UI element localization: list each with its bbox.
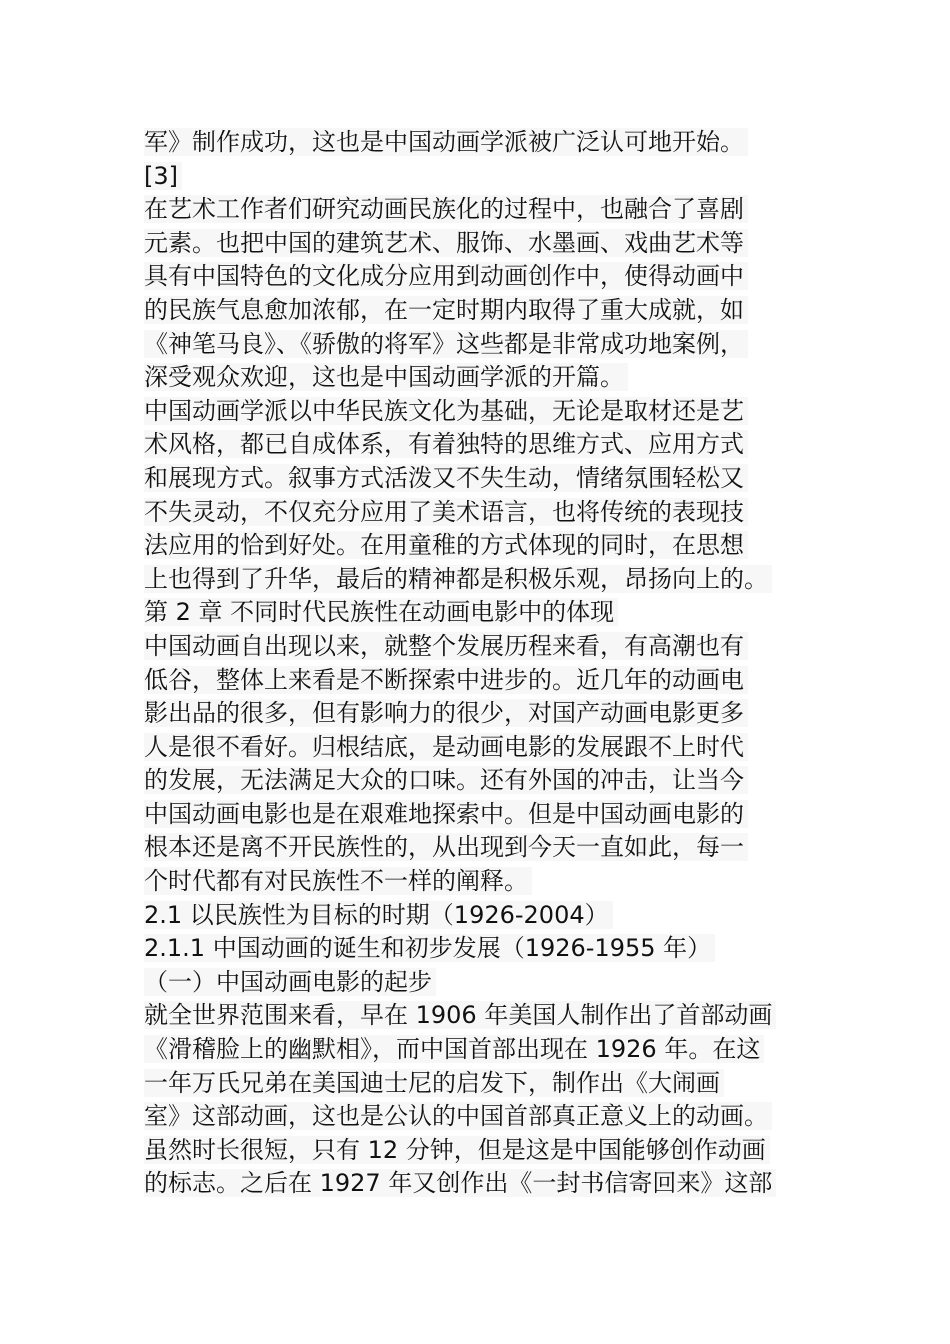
text-line [144, 227, 824, 261]
text-line [144, 831, 824, 865]
text-line [144, 294, 824, 328]
text-line-content: 《神笔马良》、《骄傲的将军》这些都是非常成功地案例， [144, 330, 748, 358]
text-line-content: 和展现方式。叙事方式活泼又不失生动，情绪氛围轻松又 [144, 464, 748, 492]
text-line [144, 999, 824, 1033]
text-line-content: 中国动画电影也是在艰难地探索中。但是中国动画电影的 [144, 800, 748, 828]
text-line [144, 395, 824, 429]
text-line [144, 865, 824, 899]
text-line-content: 室》这部动画，这也是公认的中国首部真正意义上的动画。 [144, 1102, 772, 1130]
text-line-content: 人是很不看好。归根结底，是动画电影的发展跟不上时代 [144, 733, 748, 761]
text-line-content: 虽然时长很短，只有 12 分钟，但是这是中国能够创作动画 [144, 1136, 770, 1164]
text-line-content: 在艺术工作者们研究动画民族化的过程中，也融合了喜剧 [144, 195, 748, 223]
text-line [144, 193, 824, 227]
text-line-content: 的标志。之后在 1927 年又创作出《一封书信寄回来》这部 [144, 1169, 776, 1197]
text-line [144, 328, 824, 362]
text-line [144, 428, 824, 462]
text-line-content: 深受观众欢迎，这也是中国动画学派的开篇。 [144, 363, 628, 391]
text-line [144, 462, 824, 496]
text-line [144, 1033, 824, 1067]
section-heading [144, 899, 824, 933]
text-line [144, 798, 824, 832]
subsection-heading [144, 932, 824, 966]
text-line-content: 元素。也把中国的建筑艺术、服饰、水墨画、戏曲艺术等 [144, 229, 748, 257]
subsection-heading-text: 2.1.1 中国动画的诞生和初步发展（1926-1955 年） [144, 934, 715, 962]
text-line-content: 军》制作成功，这也是中国动画学派被广泛认可地开始。 [144, 128, 748, 156]
document-body [144, 126, 824, 1201]
citation-reference: [3] [144, 162, 182, 190]
text-line-content: 的发展，无法满足大众的口味。还有外国的冲击，让当今 [144, 766, 748, 794]
chapter-heading-text: 第 2 章 不同时代民族性在动画电影中的体现 [144, 598, 618, 626]
text-line-content: 法应用的恰到好处。在用童稚的方式体现的同时，在思想 [144, 531, 748, 559]
text-line [144, 260, 824, 294]
sub-subsection-heading-text: （一）中国动画电影的起步 [144, 968, 436, 996]
text-line [144, 697, 824, 731]
section-heading-text: 2.1 以民族性为目标的时期（1926-2004） [144, 901, 613, 929]
text-line [144, 1067, 824, 1101]
text-line [144, 764, 824, 798]
text-line [144, 1167, 824, 1201]
text-line-content: 一年万氏兄弟在美国迪士尼的启发下，制作出《大闹画 [144, 1069, 724, 1097]
text-line-content: 《滑稽脸上的幽默相》，而中国首部出现在 1926 年。在这 [144, 1035, 764, 1063]
text-line-content: 中国动画自出现以来，就整个发展历程来看，有高潮也有 [144, 632, 748, 660]
text-line-content: 就全世界范围来看，早在 1906 年美国人制作出了首部动画 [144, 1001, 776, 1029]
text-line [144, 563, 824, 597]
text-line [144, 529, 824, 563]
text-line [144, 361, 824, 395]
text-line [144, 126, 824, 160]
text-line-content: 术风格，都已自成体系，有着独特的思维方式、应用方式 [144, 430, 748, 458]
text-line [144, 160, 824, 194]
text-line [144, 1100, 824, 1134]
text-line-content: 个时代都有对民族性不一样的阐释。 [144, 867, 532, 895]
text-line-content: 不失灵动，不仅充分应用了美术语言，也将传统的表现技 [144, 498, 748, 526]
text-line-content: 上也得到了升华，最后的精神都是积极乐观，昂扬向上的。 [144, 565, 772, 593]
chapter-heading [144, 596, 824, 630]
text-line [144, 731, 824, 765]
text-line [144, 630, 824, 664]
text-line-content: 根本还是离不开民族性的，从出现到今天一直如此，每一 [144, 833, 748, 861]
text-line-content: 的民族气息愈加浓郁，在一定时期内取得了重大成就，如 [144, 296, 748, 324]
text-line-content: 中国动画学派以中华民族文化为基础，无论是取材还是艺 [144, 397, 748, 425]
text-line [144, 1134, 824, 1168]
sub-subsection-heading [144, 966, 824, 1000]
text-line [144, 496, 824, 530]
text-line [144, 664, 824, 698]
text-line-content: 具有中国特色的文化成分应用到动画创作中，使得动画中 [144, 262, 748, 290]
text-line-content: 影出品的很多，但有影响力的很少，对国产动画电影更多 [144, 699, 748, 727]
text-line-content: 低谷，整体上来看是不断探索中进步的。近几年的动画电 [144, 666, 748, 694]
